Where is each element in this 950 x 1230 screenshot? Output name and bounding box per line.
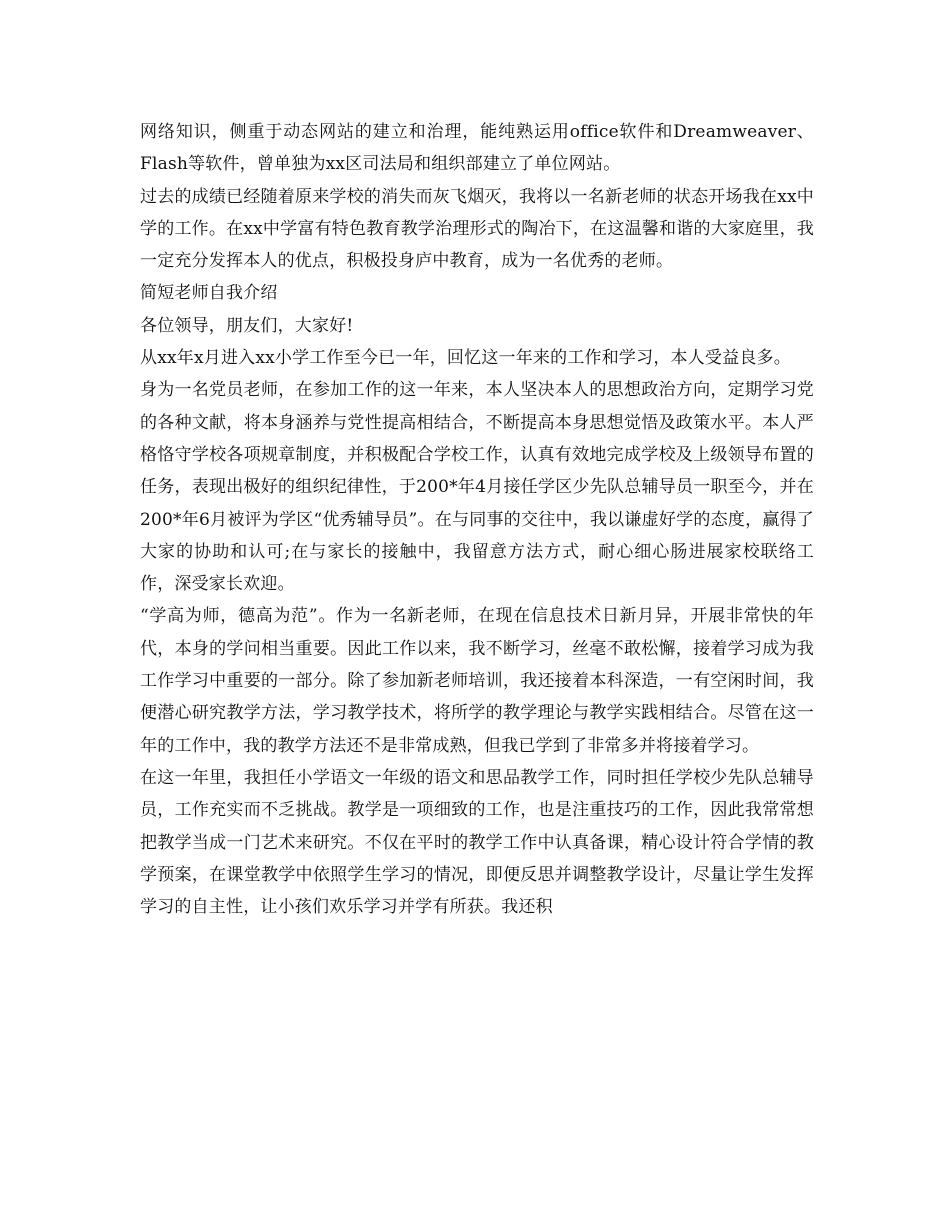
paragraph-teaching: 在这一年里，我担任小学语文一年级的语文和思品教学工作，同时担任学校少先队总辅导员，工作充实而不乏挑战。教学是一项细致的工作，也是注重技巧的工作，因此我常常想把教学当成一门艺术来研究。不仅在平时的教学工作中认真备课，精心设计符合学情的教学预案，在课堂教学中依照学生学习的情况，即便反思并调整教学设计，尽量让学生发挥学习的自主性，让小孩们欢乐学习并学有所获。我还积 [140, 767, 814, 918]
paragraph-intro: 从xx年x月进入xx小学工作至今已一年，回忆这一年来的工作和学习，本人受益良多。 [140, 348, 791, 369]
paragraph-web-skills: 网络知识，侧重于动态网站的建立和治理，能纯熟运用office软件和Dreamweaver、Flash等软件，曾单独为xx区司法局和组织部建立了单位网站。 [140, 122, 814, 175]
section-heading: 简短老师自我介绍 [140, 283, 278, 304]
paragraph-learning: “学高为师，德高为范”。作为一名新老师，在现在信息技术日新月异，开展非常快的年代，本身的学问相当重要。因此工作以来，我不断学习，丝毫不敢松懈，接着学习成为我工作学习中重要的一部分。除了参加新老师培训，我还接着本科深造，一有空闲时间，我便潜心研究教学方法，学习教学技术，将所学的教学理论与教学实践相结合。尽管在这一年的工作中，我的教学方法还不是非常成熟，但我已学到了非常多并将接着学习。 [140, 606, 814, 756]
document-body [140, 116, 814, 923]
paragraph-party-member: 身为一名党员老师，在参加工作的这一年来，本人坚决本人的思想政治方向，定期学习党的各种文献，将本身涵养与党性提高相结合，不断提高本身思想觉悟及政策水平。本人严格恪守学校各项规章制度，并积极配合学校工作，认真有效地完成学校及上级领导布置的任务，表现出极好的组织纪律性，于200*年4月接任学区少先队总辅导员一职至今，并在200*年6月被评为学区“优秀辅导员”。在与同事的交往中，我以谦虚好学的态度，赢得了大家的协助和认可;在与家长的接触中，我留意方法方式，耐心细心肠进展家校联络工作，深受家长欢迎。 [140, 380, 814, 595]
paragraph-past-achievements: 过去的成绩已经随着原来学校的消失而灰飞烟灭，我将以一名新老师的状态开场我在xx中学的工作。在xx中学富有特色教育教学治理形式的陶冶下，在这温馨和谐的大家庭里，我一定充分发挥本人的优点，积极投身庐中教育，成为一名优秀的老师。 [140, 186, 814, 272]
paragraph-greeting: 各位领导，朋友们，大家好! [140, 315, 354, 336]
